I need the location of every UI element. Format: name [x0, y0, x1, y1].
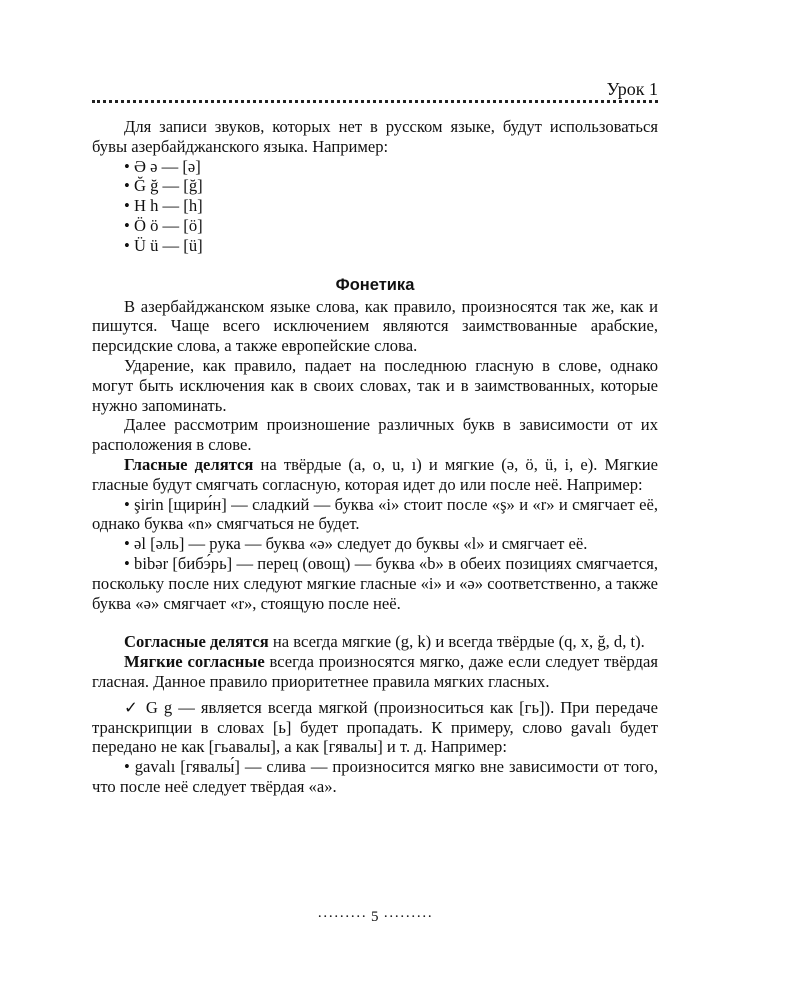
- letter-item: • Ö ö — [ö]: [124, 216, 658, 236]
- example-biber: • bibər [бибэ́рь] — перец (овощ) — буква «b» в обеих позициях смягчается, поскольку после них следуют мягкие гласные «i» и «ə» соответственно, а также буква «ə» смягчает «r», стоящую после неё.: [92, 553, 658, 613]
- spacer: [92, 613, 658, 632]
- consonants-text: на всегда мягкие (g, k) и всегда твёрдые (q, x, ğ, d, t).: [268, 632, 645, 652]
- page-number-footer: [92, 909, 658, 926]
- letters-list: [92, 157, 658, 256]
- footer-dots-left: ·········: [317, 909, 367, 925]
- soft-consonants-text: всегда произносятся мягко, даже если следует твёрдая гласная. Данное правило приоритетнее правила мягких гласных.: [92, 652, 658, 691]
- example-el: • əl [əль] — рука — буква «ə» следует до буквы «l» и смягчает её.: [124, 534, 588, 554]
- section-title: Фонетика: [335, 275, 415, 294]
- letters-intro-paragraph: Далее рассмотрим произношение различных букв в зависимости от их расположения в слове.: [92, 415, 658, 455]
- example-gavali: • gavalı [гявалы́] — слива — произносится мягко вне зависимости от того, что после неё следует твёрдая «a».: [92, 757, 658, 796]
- letter-item: • Ğ ğ — [ğ]: [124, 176, 658, 196]
- stress-paragraph: Ударение, как правило, падает на последнюю гласную в слове, однако могут быть исключения как в своих словах, так и в заимствованных, которые нужно запоминать.: [92, 355, 658, 415]
- phonetics-paragraph-1: В азербайджанском языке слова, как правило, произносятся так же, как и пишутся. Чаще всего исключением являются заимствованные арабские, персидские слова, а также европейские слова.: [92, 296, 658, 356]
- letter-item: • Ə ə — [ə]: [124, 157, 658, 177]
- vowels-text: на твёрдые (a, o, u, ı) и мягкие (ə, ö, ü, i, e). Мягкие гласные будут смягчать согласную, которая идет до или после неё. Например:: [92, 454, 658, 494]
- page-content: [92, 117, 658, 797]
- example-sirin: • şirin [щири́н] — сладкий — буква «i» стоит после «ş» и «r» и смягчает её, однако буква «n» смягчаться не будет.: [92, 494, 658, 534]
- soft-consonants-term: Мягкие согласные: [124, 652, 265, 672]
- consonants-term: Согласные делятся: [124, 632, 269, 652]
- soft-consonants-paragraph: [92, 652, 658, 692]
- intro-paragraph: Для записи звуков, которых нет в русском языке, будут использоваться бувы азербайджанского языка. Например:: [92, 117, 658, 156]
- page-number: 5: [371, 909, 379, 925]
- consonants-paragraph: [92, 632, 658, 652]
- lesson-header: Урок 1: [606, 79, 658, 99]
- header-dotted-rule: [92, 100, 658, 103]
- vowels-paragraph: [92, 455, 658, 495]
- letter-item: • Ü ü — [ü]: [124, 236, 658, 256]
- footer-dots-right: ·········: [383, 909, 433, 925]
- g-rule-paragraph: ✓ G g — является всегда мягкой (произноситься как [гь]). При передаче транскрипции в словах [ь] будет пропадать. К примеру, слово gavalı будет передано не как [гьавалы], а как [гявалы] и т. д. Например:: [92, 697, 658, 757]
- vowels-term: Гласные делятся: [124, 454, 254, 474]
- letter-item: • H h — [h]: [124, 196, 658, 216]
